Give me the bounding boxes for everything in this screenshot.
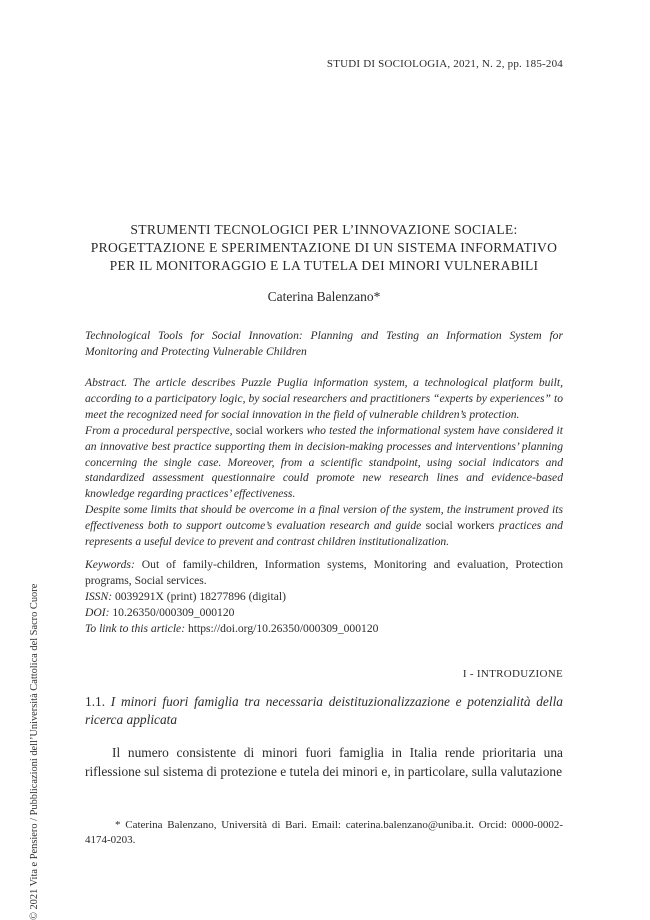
english-title: Technological Tools for Social Innovation: Planning and Testing an Information System for Monitoring and Protecting Vulnerable Children: [85, 329, 563, 358]
abstract: [85, 375, 563, 550]
abstract-upright-text: social workers: [235, 423, 304, 437]
author-name: Caterina Balenzano*: [267, 289, 381, 304]
doi: [85, 605, 563, 621]
abstract-paragraph-2: [85, 423, 563, 503]
issn: [85, 589, 563, 605]
doi-label: DOI:: [85, 605, 110, 619]
abstract-text: From a procedural perspective,: [85, 423, 236, 437]
doi-value: 10.26350/000309_000120: [109, 605, 235, 619]
abstract-text: Despite some limits that should be overcome in a final version of the system, the instrument proved its effectiveness both to support outcome’s evaluation research and guide: [85, 503, 563, 533]
abstract-upright-text: social workers: [425, 519, 495, 533]
journal-header: STUDI DI SOCIOLOGIA, 2021, N. 2, pp. 185-204: [326, 58, 563, 70]
body-paragraph: Il numero consistente di minori fuori famiglia in Italia rende prioritaria una riflessione sul sistema di protezione e tutela dei minori e, in particolare, sulla valutazione: [85, 745, 563, 779]
article-link-url[interactable]: https://doi.org/10.26350/000309_000120: [185, 621, 379, 635]
abstract-text: who tested the informational system have considered it an innovative best practice supporting them in decision-making processes and interventions’ planning concerning the single case. Moreover, from a scientific standpoint, using social indicators and standardized assessment questionnaire could promote new research lines and evidence-based knowledge regarding practices’ effectiveness.: [85, 423, 563, 501]
title-line-3: PER IL MONITORAGGIO E LA TUTELA DEI MINORI VULNERABILI: [109, 258, 539, 273]
subsection-heading: [85, 693, 563, 729]
subsection-title: I minori fuori famiglia tra necessaria deistituzionalizzazione e potenzialità della ricerca applicata: [85, 694, 563, 727]
abstract-text: practices and represents a useful device to prevent and contrast children institutionalization.: [85, 519, 563, 549]
subsection-number: 1.1.: [85, 694, 106, 709]
keywords-value: Out of family-children, Information systems, Monitoring and evaluation, Protection programs, Social services.: [85, 558, 563, 587]
article-metadata: [85, 557, 563, 637]
issn-value: 0039291X (print) 18277896 (digital): [112, 589, 286, 603]
keywords: [85, 557, 563, 589]
article-link: [85, 621, 563, 637]
keywords-label: Keywords:: [85, 558, 135, 571]
title-line-2: PROGETTAZIONE E SPERIMENTAZIONE DI UN SISTEMA INFORMATIVO: [90, 240, 558, 255]
article-link-label: To link to this article:: [85, 621, 186, 635]
issn-label: ISSN:: [85, 589, 113, 603]
abstract-paragraph-3: [85, 502, 563, 550]
title-line-1: STRUMENTI TECNOLOGICI PER L’INNOVAZIONE SOCIALE:: [130, 222, 518, 237]
section-heading: I - INTRODUZIONE: [462, 668, 563, 680]
abstract-paragraph-1: Abstract. The article describes Puzzle Puglia information system, a technological platform built, according to a participatory logic, by social researchers and practitioners “experts by experiences” to meet the recognized need for social innovation in the field of vulnerable children’s protection.: [85, 376, 563, 421]
copyright-sidebar: © 2021 Vita e Pensiero / Pubblicazioni dell’Università Cattolica del Sacro Cuore: [29, 583, 40, 920]
footnote: * Caterina Balenzano, Università di Bari. Email: caterina.balenzano@uniba.it. Orcid: 0000-0002-4174-0203.: [85, 819, 563, 846]
article-title: [85, 221, 563, 275]
